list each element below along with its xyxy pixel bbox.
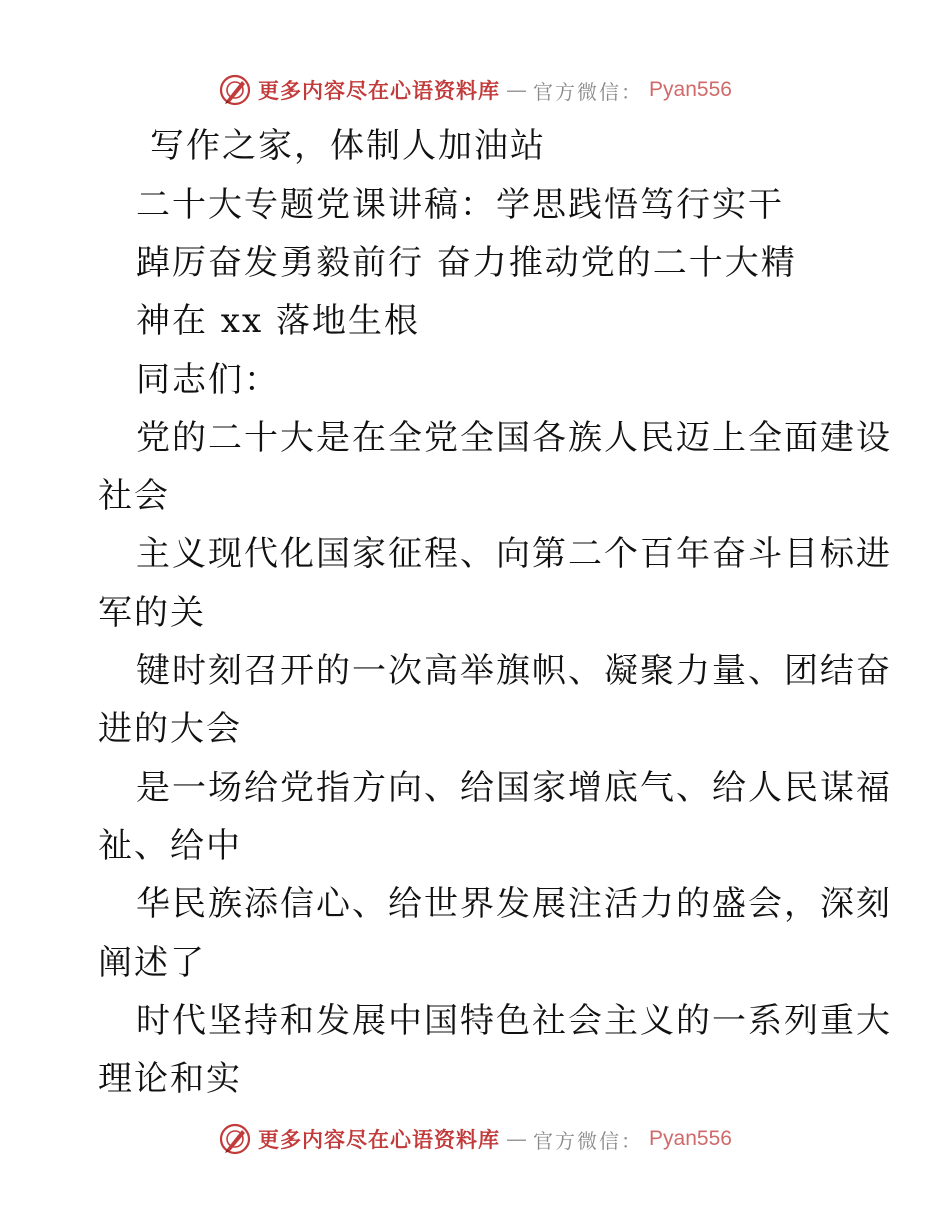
doc-line-3: 踔厉奋发勇毅前行 奋力推动党的二十大精 xyxy=(136,243,797,283)
watermark-dash: — xyxy=(506,1127,528,1151)
doc-line-16: 时代坚持和发展中国特色社会主义的一系列重大 xyxy=(136,1001,892,1041)
doc-line-4: 神在 xx 落地生根 xyxy=(136,301,420,341)
doc-line-1: 写作之家，体制人加油站 xyxy=(150,126,546,166)
doc-line-5: 同志们： xyxy=(136,360,280,400)
watermark-wechat-id: Pyan556 xyxy=(649,1127,732,1150)
doc-line-7: 社会 xyxy=(98,476,170,516)
doc-line-14: 华民族添信心、给世界发展注活力的盛会，深刻 xyxy=(136,884,892,924)
watermark-text: 更多内容尽在心语资料库 xyxy=(258,1127,501,1152)
watermark-official-label: 官方微信： xyxy=(533,79,644,104)
doc-line-15: 阐述了 xyxy=(98,943,206,983)
doc-line-6: 党的二十大是在全党全国各族人民迈上全面建设 xyxy=(136,418,892,458)
doc-line-10: 键时刻召开的一次高举旗帜、凝聚力量、团结奋 xyxy=(136,651,892,691)
watermark-official-label: 官方微信： xyxy=(533,1128,644,1153)
header-watermark xyxy=(0,70,950,110)
pen-logo-icon xyxy=(218,1122,252,1156)
footer-watermark xyxy=(0,1119,950,1159)
watermark-text: 更多内容尽在心语资料库 xyxy=(258,78,501,103)
doc-line-11: 进的大会 xyxy=(98,709,242,749)
watermark-dash: — xyxy=(506,78,528,102)
watermark-wechat-id: Pyan556 xyxy=(649,78,732,101)
doc-line-17: 理论和实 xyxy=(98,1059,242,1099)
doc-line-8: 主义现代化国家征程、向第二个百年奋斗目标进 xyxy=(136,534,892,574)
doc-line-2: 二十大专题党课讲稿：学思践悟笃行实干 xyxy=(136,185,784,225)
doc-line-9: 军的关 xyxy=(98,593,206,633)
doc-line-12: 是一场给党指方向、给国家增底气、给人民谋福 xyxy=(136,768,892,808)
doc-line-13: 祉、给中 xyxy=(98,826,242,866)
pen-logo-icon xyxy=(218,73,252,107)
